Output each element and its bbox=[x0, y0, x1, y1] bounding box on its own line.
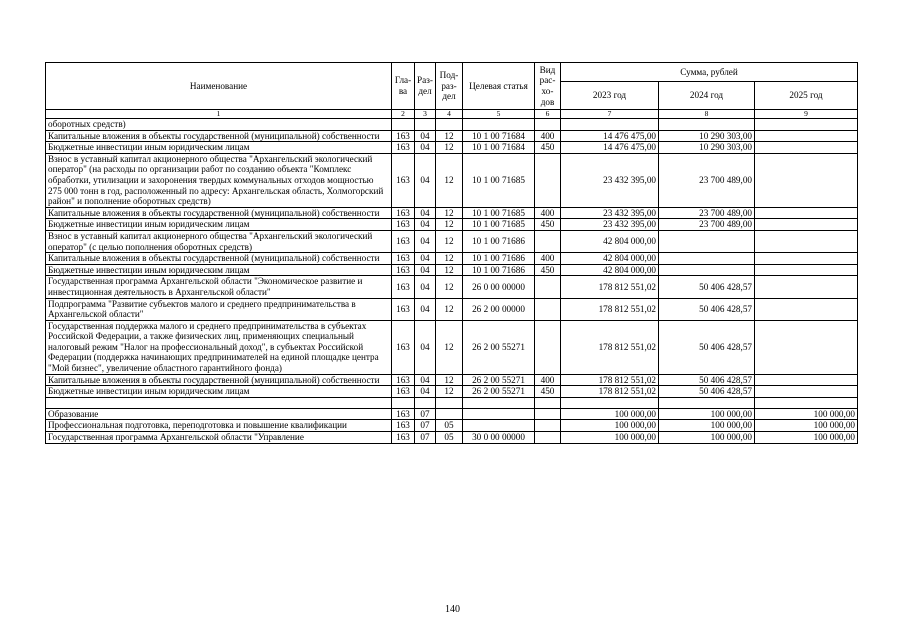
row-sum-2025 bbox=[755, 207, 858, 219]
table-row bbox=[46, 408, 858, 420]
row-sum-2023: 178 812 551,02 bbox=[561, 298, 659, 320]
row-sum-2024: 50 406 428,57 bbox=[659, 320, 755, 374]
row-target: 10 1 00 71684 bbox=[463, 142, 535, 154]
row-podrazdel: 12 bbox=[436, 130, 463, 142]
row-name: Государственная поддержка малого и среднего предпринимательства в субъектах Российской Федерации, а также физических лиц, применяющих специальный налоговый режим "Налог на профессиональный доход", в субъектах Российской Федерации (поддержка начинающих предпринимателей на единой площадке центра "Мой бизнес", увеличение областного гарантийного фонда) bbox=[46, 320, 392, 374]
row-target: 26 2 00 55271 bbox=[463, 374, 535, 386]
row-name: Бюджетные инвестиции иным юридическим лицам bbox=[46, 386, 392, 398]
row-podrazdel bbox=[436, 119, 463, 131]
table-row bbox=[46, 207, 858, 219]
row-name: оборотных средств) bbox=[46, 119, 392, 131]
row-podrazdel bbox=[436, 397, 463, 408]
row-vid bbox=[535, 397, 561, 408]
row-sum-2024: 10 290 303,00 bbox=[659, 130, 755, 142]
row-sum-2024: 100 000,00 bbox=[659, 408, 755, 420]
row-glava: 163 bbox=[392, 276, 415, 298]
row-vid: 400 bbox=[535, 130, 561, 142]
row-podrazdel: 12 bbox=[436, 276, 463, 298]
header-target: Целевая статья bbox=[463, 63, 535, 110]
row-razdel: 04 bbox=[415, 298, 436, 320]
row-sum-2024: 50 406 428,57 bbox=[659, 374, 755, 386]
row-glava: 163 bbox=[392, 142, 415, 154]
row-sum-2023: 178 812 551,02 bbox=[561, 386, 659, 398]
row-name: Капитальные вложения в объекты государственной (муниципальной) собственности bbox=[46, 253, 392, 265]
row-target: 26 2 00 55271 bbox=[463, 386, 535, 398]
row-razdel bbox=[415, 397, 436, 408]
row-glava: 163 bbox=[392, 408, 415, 420]
header-year-2023: 2023 год bbox=[561, 82, 659, 110]
row-glava bbox=[392, 119, 415, 131]
row-sum-2024: 23 700 489,00 bbox=[659, 207, 755, 219]
row-sum-2024 bbox=[659, 397, 755, 408]
row-podrazdel: 05 bbox=[436, 432, 463, 444]
row-sum-2023: 14 476 475,00 bbox=[561, 142, 659, 154]
row-vid bbox=[535, 420, 561, 432]
row-glava bbox=[392, 397, 415, 408]
row-name: Бюджетные инвестиции иным юридическим лицам bbox=[46, 142, 392, 154]
row-sum-2025 bbox=[755, 320, 858, 374]
header-year-2025: 2025 год bbox=[755, 82, 858, 110]
row-glava: 163 bbox=[392, 219, 415, 231]
row-target bbox=[463, 397, 535, 408]
row-vid bbox=[535, 432, 561, 444]
table-row bbox=[46, 153, 858, 207]
row-target: 10 1 00 71684 bbox=[463, 130, 535, 142]
column-index: 2 bbox=[392, 110, 415, 119]
row-sum-2024: 23 700 489,00 bbox=[659, 153, 755, 207]
row-name: Образование bbox=[46, 408, 392, 420]
row-glava: 163 bbox=[392, 432, 415, 444]
row-podrazdel: 12 bbox=[436, 153, 463, 207]
row-sum-2025 bbox=[755, 397, 858, 408]
column-index: 5 bbox=[463, 110, 535, 119]
row-vid: 450 bbox=[535, 386, 561, 398]
row-sum-2023: 23 432 395,00 bbox=[561, 207, 659, 219]
row-sum-2024: 50 406 428,57 bbox=[659, 386, 755, 398]
row-name: Капитальные вложения в объекты государственной (муниципальной) собственности bbox=[46, 130, 392, 142]
row-sum-2023: 100 000,00 bbox=[561, 420, 659, 432]
row-sum-2025 bbox=[755, 298, 858, 320]
row-sum-2025: 100 000,00 bbox=[755, 408, 858, 420]
row-name: Капитальные вложения в объекты государственной (муниципальной) собственности bbox=[46, 374, 392, 386]
row-glava: 163 bbox=[392, 374, 415, 386]
header-name: Наименование bbox=[46, 63, 392, 110]
column-index: 3 bbox=[415, 110, 436, 119]
row-sum-2025 bbox=[755, 230, 858, 252]
table-row bbox=[46, 374, 858, 386]
table-row bbox=[46, 230, 858, 252]
budget-table bbox=[45, 62, 858, 444]
row-glava: 163 bbox=[392, 264, 415, 276]
table-row bbox=[46, 253, 858, 265]
row-name: Взнос в уставный капитал акционерного общества "Архангельский экологический оператор" (на расходы по организации работ по созданию объекта "Комплекс обработки, утилизации и захоронения твердых коммунальных отходов мощностью 275 000 тонн в год, расположенный по адресу: Архангельская область, Холмогорский район" и пополнение оборотных средств) bbox=[46, 153, 392, 207]
row-sum-2024: 50 406 428,57 bbox=[659, 276, 755, 298]
row-name: Государственная программа Архангельской области "Управление bbox=[46, 432, 392, 444]
row-razdel: 04 bbox=[415, 253, 436, 265]
row-name: Государственная программа Архангельской области "Экономическое развитие и инвестиционная деятельность в Архангельской области" bbox=[46, 276, 392, 298]
row-razdel: 07 bbox=[415, 432, 436, 444]
row-sum-2024: 23 700 489,00 bbox=[659, 219, 755, 231]
row-vid: 400 bbox=[535, 207, 561, 219]
row-sum-2025 bbox=[755, 142, 858, 154]
table-row bbox=[46, 264, 858, 276]
row-sum-2025 bbox=[755, 253, 858, 265]
row-razdel: 04 bbox=[415, 264, 436, 276]
row-sum-2023 bbox=[561, 397, 659, 408]
row-target: 10 1 00 71686 bbox=[463, 253, 535, 265]
row-sum-2023 bbox=[561, 119, 659, 131]
row-vid bbox=[535, 230, 561, 252]
row-razdel: 04 bbox=[415, 320, 436, 374]
table-row bbox=[46, 276, 858, 298]
row-name: Подпрограмма "Развитие субъектов малого и среднего предпринимательства в Архангельской области" bbox=[46, 298, 392, 320]
row-sum-2023: 14 476 475,00 bbox=[561, 130, 659, 142]
row-sum-2023: 178 812 551,02 bbox=[561, 276, 659, 298]
row-target: 26 0 00 00000 bbox=[463, 276, 535, 298]
row-glava: 163 bbox=[392, 298, 415, 320]
row-razdel: 04 bbox=[415, 386, 436, 398]
row-name bbox=[46, 397, 392, 408]
header-podrazdel: Под-раз-дел bbox=[436, 63, 463, 110]
row-sum-2025: 100 000,00 bbox=[755, 420, 858, 432]
row-sum-2023: 100 000,00 bbox=[561, 432, 659, 444]
row-podrazdel: 12 bbox=[436, 207, 463, 219]
row-target: 10 1 00 71686 bbox=[463, 230, 535, 252]
header-glava: Гла-ва bbox=[392, 63, 415, 110]
row-podrazdel: 12 bbox=[436, 264, 463, 276]
row-vid bbox=[535, 298, 561, 320]
row-razdel: 04 bbox=[415, 142, 436, 154]
row-sum-2024: 50 406 428,57 bbox=[659, 298, 755, 320]
row-sum-2024: 10 290 303,00 bbox=[659, 142, 755, 154]
row-sum-2023: 42 804 000,00 bbox=[561, 264, 659, 276]
row-podrazdel: 12 bbox=[436, 219, 463, 231]
column-index-row bbox=[46, 110, 858, 119]
row-razdel: 04 bbox=[415, 374, 436, 386]
page-number: 140 bbox=[445, 604, 460, 615]
row-glava: 163 bbox=[392, 207, 415, 219]
row-vid: 450 bbox=[535, 142, 561, 154]
row-sum-2024 bbox=[659, 253, 755, 265]
table-row bbox=[46, 298, 858, 320]
row-podrazdel: 12 bbox=[436, 298, 463, 320]
row-sum-2025 bbox=[755, 276, 858, 298]
table-row bbox=[46, 397, 858, 408]
column-index: 1 bbox=[46, 110, 392, 119]
row-sum-2024 bbox=[659, 119, 755, 131]
header-vid: Вид рас-хо-дов bbox=[535, 63, 561, 110]
row-name: Бюджетные инвестиции иным юридическим лицам bbox=[46, 219, 392, 231]
row-sum-2025 bbox=[755, 264, 858, 276]
row-razdel: 04 bbox=[415, 230, 436, 252]
table-row bbox=[46, 142, 858, 154]
row-glava: 163 bbox=[392, 153, 415, 207]
row-vid: 450 bbox=[535, 219, 561, 231]
row-razdel: 04 bbox=[415, 219, 436, 231]
row-glava: 163 bbox=[392, 230, 415, 252]
column-index: 8 bbox=[659, 110, 755, 119]
row-vid bbox=[535, 153, 561, 207]
row-vid bbox=[535, 320, 561, 374]
row-podrazdel: 12 bbox=[436, 374, 463, 386]
row-target bbox=[463, 420, 535, 432]
row-sum-2023: 178 812 551,02 bbox=[561, 374, 659, 386]
row-name: Капитальные вложения в объекты государственной (муниципальной) собственности bbox=[46, 207, 392, 219]
row-target: 10 1 00 71685 bbox=[463, 153, 535, 207]
row-target bbox=[463, 119, 535, 131]
row-sum-2024 bbox=[659, 264, 755, 276]
row-razdel: 04 bbox=[415, 207, 436, 219]
row-sum-2025 bbox=[755, 219, 858, 231]
row-vid: 450 bbox=[535, 264, 561, 276]
row-vid bbox=[535, 276, 561, 298]
row-glava: 163 bbox=[392, 320, 415, 374]
row-razdel bbox=[415, 119, 436, 131]
table-row bbox=[46, 386, 858, 398]
row-podrazdel: 12 bbox=[436, 230, 463, 252]
row-glava: 163 bbox=[392, 386, 415, 398]
row-sum-2025 bbox=[755, 119, 858, 131]
row-podrazdel bbox=[436, 408, 463, 420]
row-razdel: 04 bbox=[415, 153, 436, 207]
row-name: Бюджетные инвестиции иным юридическим лицам bbox=[46, 264, 392, 276]
row-sum-2023: 23 432 395,00 bbox=[561, 153, 659, 207]
column-index: 4 bbox=[436, 110, 463, 119]
header-year-2024: 2024 год bbox=[659, 82, 755, 110]
column-index: 6 bbox=[535, 110, 561, 119]
row-sum-2025 bbox=[755, 153, 858, 207]
row-podrazdel: 05 bbox=[436, 420, 463, 432]
row-sum-2023: 178 812 551,02 bbox=[561, 320, 659, 374]
row-razdel: 07 bbox=[415, 420, 436, 432]
table-row bbox=[46, 432, 858, 444]
row-podrazdel: 12 bbox=[436, 320, 463, 374]
row-vid bbox=[535, 408, 561, 420]
row-sum-2023: 42 804 000,00 bbox=[561, 230, 659, 252]
column-index: 9 bbox=[755, 110, 858, 119]
row-target: 26 2 00 55271 bbox=[463, 320, 535, 374]
row-target: 10 1 00 71685 bbox=[463, 219, 535, 231]
row-sum-2024: 100 000,00 bbox=[659, 420, 755, 432]
header-sum: Сумма, рублей bbox=[561, 63, 858, 82]
row-sum-2023: 100 000,00 bbox=[561, 408, 659, 420]
row-razdel: 07 bbox=[415, 408, 436, 420]
row-sum-2024 bbox=[659, 230, 755, 252]
row-sum-2025 bbox=[755, 374, 858, 386]
row-name: Профессиональная подготовка, переподготовка и повышение квалификации bbox=[46, 420, 392, 432]
table-row bbox=[46, 420, 858, 432]
row-target bbox=[463, 408, 535, 420]
row-podrazdel: 12 bbox=[436, 386, 463, 398]
row-sum-2024: 100 000,00 bbox=[659, 432, 755, 444]
row-vid bbox=[535, 119, 561, 131]
row-podrazdel: 12 bbox=[436, 142, 463, 154]
table-row bbox=[46, 320, 858, 374]
table-row bbox=[46, 119, 858, 131]
row-sum-2025 bbox=[755, 386, 858, 398]
row-sum-2025: 100 000,00 bbox=[755, 432, 858, 444]
row-target: 30 0 00 00000 bbox=[463, 432, 535, 444]
column-index: 7 bbox=[561, 110, 659, 119]
row-target: 10 1 00 71685 bbox=[463, 207, 535, 219]
row-sum-2025 bbox=[755, 130, 858, 142]
row-razdel: 04 bbox=[415, 276, 436, 298]
row-name: Взнос в уставный капитал акционерного общества "Архангельский экологический оператор" (с целью пополнения оборотных средств) bbox=[46, 230, 392, 252]
header-razdel: Раз-дел bbox=[415, 63, 436, 110]
row-razdel: 04 bbox=[415, 130, 436, 142]
header-row-1 bbox=[46, 63, 858, 82]
row-glava: 163 bbox=[392, 420, 415, 432]
row-target: 10 1 00 71686 bbox=[463, 264, 535, 276]
row-podrazdel: 12 bbox=[436, 253, 463, 265]
row-glava: 163 bbox=[392, 253, 415, 265]
table-row bbox=[46, 130, 858, 142]
row-vid: 400 bbox=[535, 374, 561, 386]
row-sum-2023: 23 432 395,00 bbox=[561, 219, 659, 231]
row-vid: 400 bbox=[535, 253, 561, 265]
table-row bbox=[46, 219, 858, 231]
row-sum-2023: 42 804 000,00 bbox=[561, 253, 659, 265]
row-target: 26 2 00 00000 bbox=[463, 298, 535, 320]
row-glava: 163 bbox=[392, 130, 415, 142]
